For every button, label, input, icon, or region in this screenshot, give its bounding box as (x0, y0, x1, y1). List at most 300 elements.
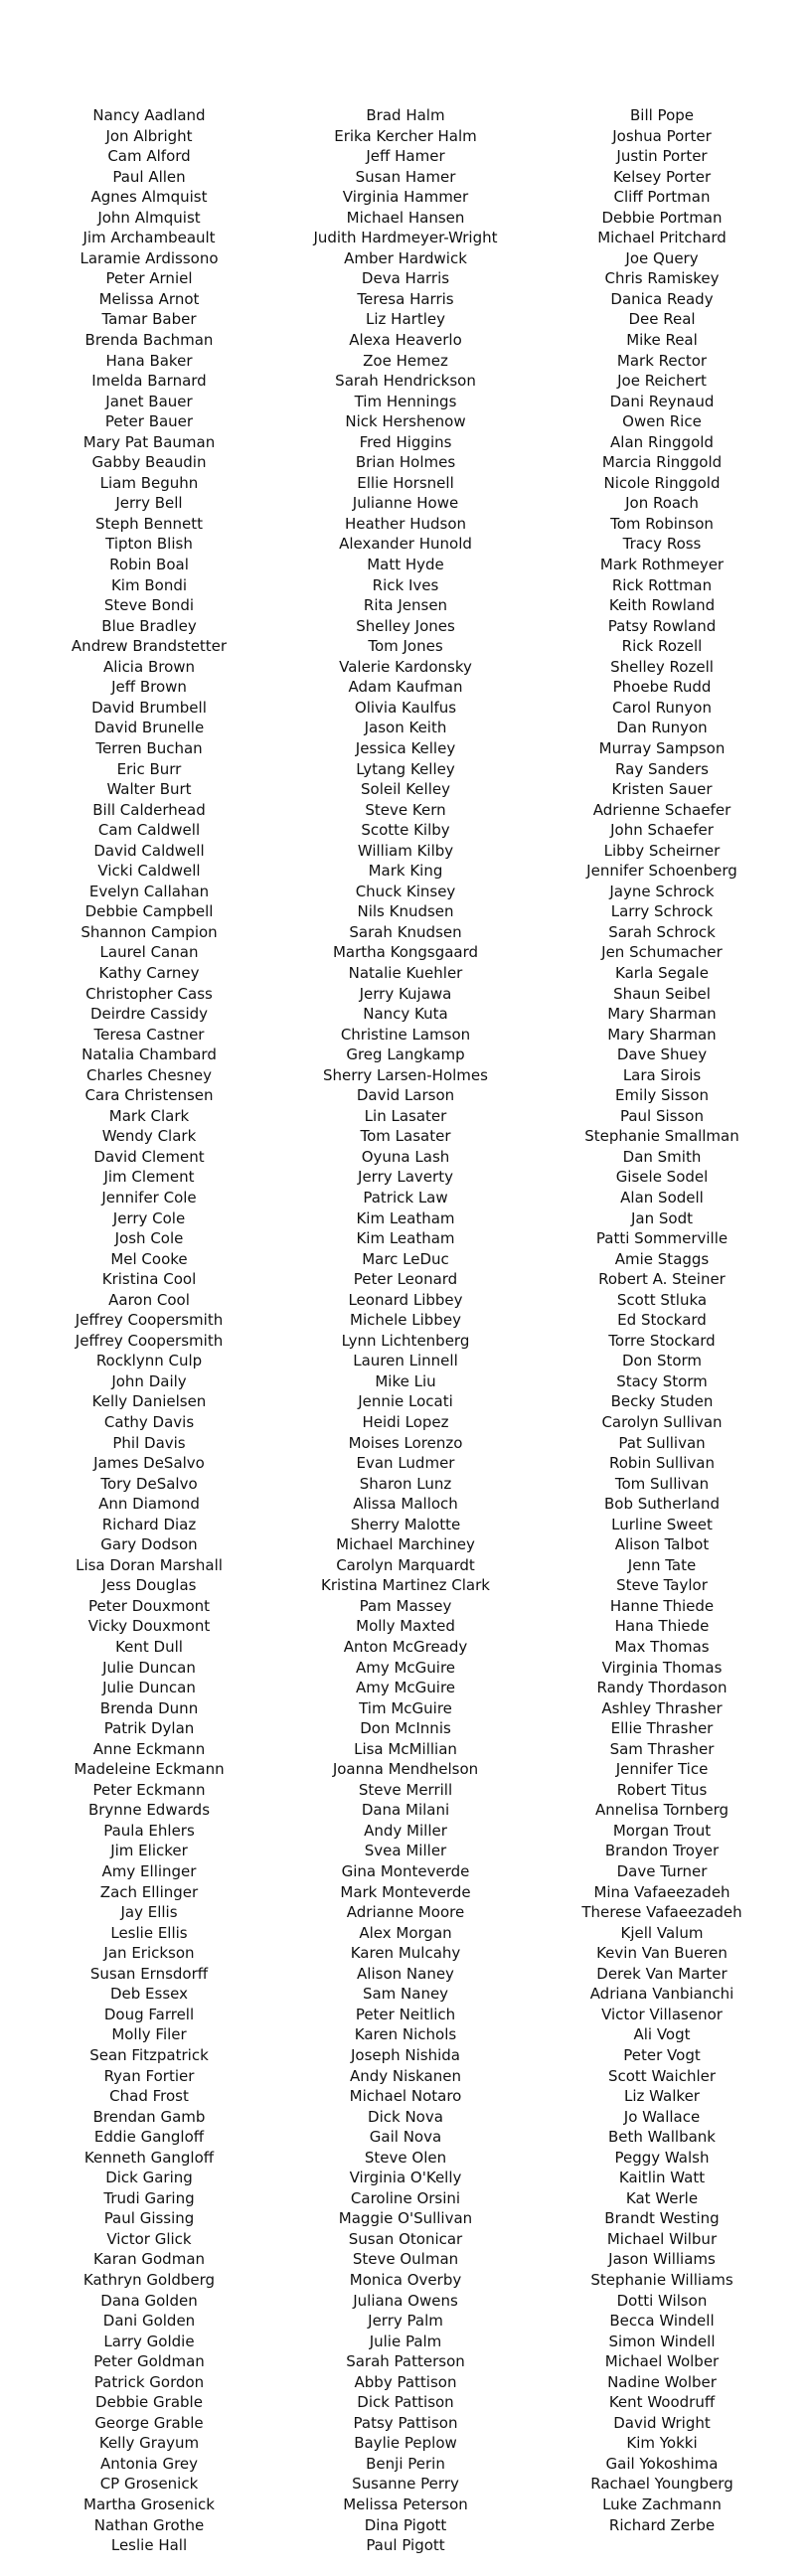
name-entry: Walter Burt (106, 780, 192, 799)
name-entry: Natalia Chambard (81, 1046, 217, 1064)
name-entry: Juliana Owens (353, 2291, 458, 2310)
name-entry: Patrik Dylan (103, 1719, 195, 1738)
name-entry: Evelyn Callahan (88, 882, 210, 900)
name-entry: Wendy Clark (101, 1127, 197, 1146)
name-entry: Murray Sampson (598, 738, 726, 757)
name-entry: Ali Vogt (633, 2025, 691, 2044)
name-entry: Therese Vafaeezadeh (581, 1903, 742, 1922)
name-entry: Rocklynn Culp (95, 1352, 203, 1370)
name-entry: Sharon Lunz (359, 1474, 452, 1493)
name-entry: Tom Sullivan (614, 1474, 710, 1493)
name-entry: Alison Naney (357, 1964, 454, 1983)
name-entry: Carolyn Marquardt (336, 1555, 475, 1574)
name-entry: Deva Harris (361, 269, 450, 288)
name-entry: Patrick Gordon (93, 2372, 205, 2391)
name-entry: Jerry Laverty (358, 1168, 453, 1187)
name-entry: Caroline Orsini (350, 2188, 461, 2207)
name-entry: Jennifer Schoenberg (586, 862, 737, 881)
name-entry: Valerie Kardonsky (339, 657, 472, 676)
name-entry: David Clement (93, 1147, 205, 1166)
name-entry: Gail Yokoshima (605, 2454, 719, 2473)
name-entry: Lauren Linnell (353, 1352, 458, 1370)
name-entry: Debbie Grable (95, 2393, 203, 2412)
name-entry: Alexander Hunold (339, 535, 472, 554)
name-entry: Zach Ellinger (99, 1882, 199, 1901)
name-entry: Patsy Rowland (607, 616, 717, 635)
name-entry: David Brumbell (91, 698, 207, 717)
name-entry: Jeffrey Coopersmith (75, 1311, 224, 1330)
name-entry: Virginia Thomas (601, 1658, 723, 1677)
name-entry: Amy McGuire (355, 1658, 456, 1677)
name-entry: Richard Diaz (101, 1515, 197, 1533)
name-entry: Lisa McMillian (354, 1739, 457, 1758)
name-entry: Leonard Libbey (348, 1290, 463, 1309)
name-entry: Amber Hardwick (344, 248, 467, 267)
name-entry: Jo Wallace (623, 2107, 701, 2126)
name-entry: Steve Olen (364, 2148, 447, 2167)
name-entry: Liz Walker (624, 2087, 700, 2106)
name-entry: Larry Goldie (103, 2332, 195, 2350)
name-entry: Michael Pritchard (597, 229, 727, 247)
name-entry: Alison Talbot (614, 1535, 710, 1554)
name-entry: Nathan Grothe (93, 2515, 205, 2534)
name-entry: Libby Scheirner (603, 841, 721, 860)
name-entry: Sean Fitzpatrick (89, 2045, 209, 2064)
name-entry: Mike Real (626, 331, 698, 350)
name-entry: Sam Thrasher (609, 1739, 715, 1758)
name-entry: Cam Alford (107, 147, 191, 166)
name-entry: Terren Buchan (95, 738, 203, 757)
name-entry: Kim Yokki (626, 2434, 698, 2453)
name-entry: Steve Bondi (103, 596, 195, 615)
name-entry: Dan Runyon (616, 719, 708, 737)
name-entry: Dana Golden (100, 2291, 198, 2310)
name-entry: Peter Bauer (104, 412, 194, 431)
name-entry: Tracy Ross (622, 535, 702, 554)
name-entry: Jerry Cole (112, 1208, 186, 1227)
name-entry: Alan Ringgold (610, 432, 714, 451)
name-entry: Jay Ellis (120, 1903, 178, 1922)
name-entry: Kim Leatham (356, 1229, 455, 1248)
name-entry: Stacy Storm (616, 1371, 708, 1390)
name-entry: Eric Burr (116, 759, 182, 778)
name-entry: Ray Sanders (615, 759, 709, 778)
name-entry: Jenn Tate (627, 1555, 697, 1574)
name-entry: Andrew Brandstetter (71, 637, 228, 656)
name-entry: Larry Schrock (610, 902, 714, 921)
name-entry: Teresa Harris (357, 289, 454, 308)
name-entry: Marc LeDuc (362, 1249, 449, 1268)
name-entry: David Larson (356, 1086, 455, 1105)
name-entry: John Daily (111, 1371, 187, 1390)
name-entry: Sarah Schrock (608, 922, 716, 941)
name-entry: Heidi Lopez (362, 1413, 449, 1431)
name-entry: Lara Sirois (622, 1065, 702, 1084)
name-entry: Michael Wilbur (606, 2229, 718, 2248)
name-entry: Kaitlin Watt (618, 2169, 706, 2187)
name-entry: Hanne Thiede (609, 1596, 715, 1615)
name-entry: Mark Clark (108, 1106, 190, 1125)
name-entry: Lurline Sweet (611, 1515, 713, 1533)
name-entry: Greg Langkamp (346, 1046, 465, 1064)
name-entry: Jessica Kelley (355, 738, 456, 757)
name-entry: Kathy Carney (98, 963, 200, 982)
name-entry: Tom Robinson (610, 514, 714, 533)
name-entry: Joe Reichert (617, 372, 707, 391)
name-entry: Andy Miller (364, 1821, 447, 1840)
name-entry: David Caldwell (93, 841, 205, 860)
name-entry: Susanne Perry (352, 2475, 459, 2494)
name-entry: Brandon Troyer (604, 1842, 720, 1860)
name-entry: Annelisa Tornberg (595, 1801, 729, 1820)
name-entry: Steve Merrill (358, 1780, 453, 1799)
name-entry: Kelly Grayum (98, 2434, 200, 2453)
name-entry: Antonia Grey (99, 2454, 199, 2473)
name-entry: Erika Kercher Halm (334, 126, 477, 145)
name-entry: Mark King (368, 862, 443, 881)
name-entry: Dotti Wilson (616, 2291, 708, 2310)
name-entry: Melissa Peterson (343, 2495, 468, 2513)
name-entry: Rick Rozell (621, 637, 703, 656)
name-entry: Paula Ehlers (103, 1821, 195, 1840)
name-entry: Patsy Pattison (353, 2413, 458, 2432)
name-entry: Kristen Sauer (611, 780, 713, 799)
name-entry: Madeleine Eckmann (74, 1760, 225, 1779)
name-entry: Nicole Ringgold (603, 473, 721, 492)
name-entry: Sherry Malotte (350, 1515, 461, 1533)
name-entry: Vicki Caldwell (97, 862, 201, 881)
name-entry: Shelley Jones (356, 616, 455, 635)
name-entry: Morgan Trout (612, 1821, 712, 1840)
name-entry: Steph Bennett (95, 514, 203, 533)
name-entry: Carol Runyon (612, 698, 712, 717)
name-entry: Jan Sodt (631, 1208, 693, 1227)
name-entry: Laurel Canan (99, 943, 199, 962)
name-entry: Mary Sharman (607, 1025, 717, 1044)
name-entry: Brendan Gamb (92, 2107, 206, 2126)
name-entry: Janet Bauer (105, 392, 193, 410)
name-entry: Jerry Bell (115, 494, 183, 513)
name-entry: Anton McGready (343, 1638, 468, 1657)
name-entry: Moises Lorenzo (348, 1433, 463, 1452)
name-entry: Dani Reynaud (609, 392, 715, 410)
name-entry: Robert Titus (616, 1780, 708, 1799)
name-entry: Dave Shuey (616, 1046, 708, 1064)
name-entry: Don Storm (621, 1352, 703, 1370)
name-entry: Hana Baker (105, 351, 193, 370)
name-entry: Karen Mulcahy (350, 1944, 461, 1963)
name-entry: Becca Windell (609, 2312, 715, 2331)
name-entry: Zoe Hemez (363, 351, 448, 370)
name-entry: Randy Thordason (596, 1679, 728, 1697)
name-column-2 (276, 105, 535, 2556)
name-entry: Kim Leatham (356, 1208, 455, 1227)
name-entry: Paul Sisson (619, 1106, 704, 1125)
name-entry: Nils Knudsen (357, 902, 454, 921)
name-entry: Rick Ives (372, 575, 439, 594)
name-entry: Tom Lasater (360, 1127, 451, 1146)
name-entry: Bill Calderhead (92, 800, 206, 819)
name-entry: Nadine Wolber (607, 2372, 717, 2391)
name-entry: Christine Lamson (340, 1025, 471, 1044)
name-entry: Steve Kern (365, 800, 446, 819)
name-entry: Dina Pigott (364, 2515, 447, 2534)
name-entry: David Brunelle (93, 719, 205, 737)
name-entry: Kat Werle (625, 2188, 699, 2207)
name-entry: Ryan Fortier (103, 2066, 195, 2085)
name-entry: Amie Staggs (614, 1249, 710, 1268)
name-entry: Rick Rottman (611, 575, 713, 594)
name-entry: Paul Gissing (103, 2209, 195, 2228)
name-entry: Kjell Valum (620, 1923, 704, 1942)
name-entry: Deb Essex (109, 1985, 189, 2004)
name-entry: Lynn Lichtenberg (341, 1331, 470, 1350)
name-entry: Adam Kaufman (348, 678, 463, 697)
name-entry: Jeff Hamer (366, 147, 445, 166)
name-entry: Heather Hudson (344, 514, 467, 533)
name-entry: Jess Douglas (101, 1576, 197, 1595)
name-entry: Adrianne Moore (346, 1903, 465, 1922)
name-entry: Ellie Horsnell (357, 473, 454, 492)
name-entry: Mike Liu (375, 1371, 436, 1390)
name-entry: Liz Hartley (366, 310, 445, 329)
name-entry: Robin Sullivan (609, 1454, 715, 1473)
name-entry: Kent Dull (115, 1638, 183, 1657)
name-entry: Dick Pattison (357, 2393, 454, 2412)
name-entry: Molly Filer (111, 2025, 187, 2044)
name-entry: Nancy Aadland (92, 106, 206, 124)
name-entry: Judith Hardmeyer-Wright (313, 229, 498, 247)
name-entry: Virginia O'Kelly (349, 2169, 462, 2187)
name-entry: Pam Massey (359, 1596, 452, 1615)
name-entry: John Schaefer (610, 821, 714, 840)
name-entry: Gary Dodson (100, 1535, 198, 1554)
name-entry: Sarah Knudsen (349, 922, 462, 941)
name-entry: Jim Archambeault (82, 229, 216, 247)
name-entry: Doug Farrell (103, 2005, 195, 2023)
name-entry: Marcia Ringgold (601, 453, 723, 472)
name-entry: James DeSalvo (93, 1454, 205, 1473)
name-entry: Stephanie Williams (590, 2270, 733, 2289)
name-entry: Justin Porter (616, 147, 708, 166)
name-entry: Nick Hershenow (345, 412, 466, 431)
name-entry: Hana Thiede (614, 1617, 710, 1636)
name-entry: Dana Milani (361, 1801, 450, 1820)
name-entry: Josh Cole (114, 1229, 184, 1248)
name-entry: Leslie Ellis (110, 1923, 188, 1942)
name-entry: Bill Pope (630, 106, 694, 124)
name-entry: Alexa Heaverlo (349, 331, 462, 350)
name-entry: Monica Overby (349, 2270, 462, 2289)
name-entry: Brandt Westing (604, 2209, 720, 2228)
name-entry: Jayne Schrock (609, 882, 715, 900)
name-entry: Scotte Kilby (361, 821, 450, 840)
name-entry: Julie Duncan (102, 1679, 196, 1697)
name-entry: Peter Douxmont (87, 1596, 211, 1615)
name-entry: Sam Naney (362, 1985, 449, 2004)
name-entry: Shelley Rozell (610, 657, 714, 676)
name-entry: Oyuna Lash (361, 1147, 450, 1166)
name-entry: Karla Segale (615, 963, 709, 982)
name-entry: Rachael Youngberg (590, 2475, 733, 2494)
name-entry: Aaron Cool (108, 1290, 190, 1309)
name-entry: Stephanie Smallman (584, 1127, 739, 1146)
name-entry: Mark Rector (616, 351, 708, 370)
name-entry: Brenda Dunn (99, 1698, 199, 1717)
name-entry: Michael Marchiney (336, 1535, 475, 1554)
name-entry: Svea Miller (364, 1842, 447, 1860)
name-entry: Victor Villasenor (601, 2005, 723, 2023)
name-entry: Abby Pattison (354, 2372, 457, 2391)
name-entry: Peter Eckmann (92, 1780, 206, 1799)
name-entry: Gail Nova (369, 2128, 442, 2147)
name-entry: Jerry Kujawa (359, 984, 452, 1003)
name-entry: Rita Jensen (363, 596, 448, 615)
name-entry: Debbie Portman (601, 208, 723, 227)
name-entry: Joshua Porter (612, 126, 712, 145)
name-entry: Phil Davis (112, 1433, 186, 1452)
name-entry: Benji Perin (366, 2454, 445, 2473)
name-entry: Sarah Hendrickson (335, 372, 476, 391)
name-entry: Ellie Thrasher (610, 1719, 714, 1738)
name-entry: Teresa Castner (93, 1025, 205, 1044)
name-entry: Keith Rowland (608, 596, 716, 615)
name-entry: Owen Rice (622, 412, 702, 431)
name-entry: Sarah Patterson (346, 2352, 465, 2371)
name-entry: Victor Glick (106, 2229, 192, 2248)
name-entry: Chuck Kinsey (355, 882, 456, 900)
name-entry: Dick Nova (368, 2107, 443, 2126)
name-entry: Adriana Vanbianchi (589, 1985, 734, 2004)
name-entry: Michael Hansen (346, 208, 465, 227)
name-entry: Scott Stluka (616, 1290, 708, 1309)
name-entry: Karan Godman (92, 2250, 206, 2269)
name-column-3 (533, 105, 791, 2535)
name-entry: Kent Woodruff (608, 2393, 716, 2412)
name-entry: Kevin Van Bueren (596, 1944, 728, 1963)
name-entry: Olivia Kaulfus (354, 698, 457, 717)
name-entry: Steve Oulman (352, 2250, 459, 2269)
name-entry: Phoebe Rudd (612, 678, 712, 697)
name-entry: Jan Erickson (103, 1944, 195, 1963)
name-entry: Adrienne Schaefer (592, 800, 731, 819)
name-entry: Alicia Brown (102, 657, 196, 676)
name-entry: Kelly Danielsen (91, 1392, 207, 1411)
name-entry: Brenda Bachman (84, 331, 214, 350)
name-entry: Paul Pigott (366, 2536, 445, 2555)
name-entry: Baylie Peplow (354, 2434, 457, 2453)
name-entry: Kenneth Gangloff (83, 2148, 215, 2167)
name-entry: Andy Niskanen (350, 2066, 461, 2085)
name-entry: Max Thomas (614, 1638, 710, 1657)
name-entry: Blue Bradley (101, 616, 197, 635)
name-entry: George Grable (94, 2413, 204, 2432)
name-entry: Alex Morgan (359, 1923, 452, 1942)
name-entry: Gina Monteverde (341, 1862, 470, 1881)
name-entry: Lisa Doran Marshall (76, 1555, 223, 1574)
name-entry: Martha Kongsgaard (332, 943, 479, 962)
name-entry: Mel Cooke (110, 1249, 188, 1268)
name-entry: Jim Elicker (110, 1842, 188, 1860)
name-entry: Chad Frost (109, 2087, 189, 2106)
name-entry: William Kilby (357, 841, 454, 860)
name-entry: Mark Monteverde (340, 1882, 471, 1901)
name-entry: Tory DeSalvo (100, 1474, 198, 1493)
name-entry: Jennifer Cole (101, 1188, 197, 1207)
name-entry: Julie Palm (369, 2332, 442, 2350)
name-entry: Eddie Gangloff (93, 2128, 205, 2147)
name-entry: Jason Williams (608, 2250, 716, 2269)
name-entry: Brad Halm (366, 106, 445, 124)
name-entry: Bob Sutherland (604, 1495, 720, 1514)
name-entry: Susan Hamer (355, 167, 456, 186)
name-entry: Laramie Ardissono (80, 248, 219, 267)
name-entry: Ann Diamond (98, 1495, 200, 1514)
name-entry: Simon Windell (608, 2332, 716, 2350)
name-entry: Becky Studen (610, 1392, 714, 1411)
name-entry: Kathryn Goldberg (82, 2270, 216, 2289)
name-entry: Mina Vafaeezadeh (593, 1882, 730, 1901)
name-entry: Jennifer Tice (615, 1760, 709, 1779)
name-entry: Kristina Cool (101, 1270, 197, 1289)
name-entry: Tamar Baber (101, 310, 197, 329)
name-entry: Martha Grosenick (83, 2495, 215, 2513)
name-entry: Robert A. Steiner (598, 1270, 726, 1289)
name-entry: Cara Christensen (84, 1086, 214, 1105)
name-entry: Beth Wallbank (608, 2128, 716, 2147)
name-entry: Tom Jones (368, 637, 443, 656)
name-entry: Soleil Kelley (361, 780, 450, 799)
name-entry: Tim McGuire (359, 1698, 452, 1717)
name-entry: Danica Ready (610, 289, 714, 308)
name-entry: Luke Zachmann (602, 2495, 722, 2513)
name-entry: Dan Smith (622, 1147, 702, 1166)
name-entry: Peter Neitlich (355, 2005, 456, 2023)
name-entry: Evan Ludmer (356, 1454, 455, 1473)
name-entry: Kristina Martinez Clark (321, 1576, 490, 1595)
name-entry: Lytang Kelley (356, 759, 455, 778)
name-entry: Scott Waichler (607, 2066, 717, 2085)
name-entry: Peter Arniel (105, 269, 193, 288)
name-entry: Don McInnis (360, 1719, 451, 1738)
name-entry: Pat Sullivan (618, 1433, 706, 1452)
name-entry: Chris Ramiskey (604, 269, 720, 288)
name-entry: Kim Bondi (110, 575, 188, 594)
name-entry: Julie Duncan (102, 1658, 196, 1677)
name-entry: Melissa Arnot (98, 289, 200, 308)
name-entry: Mark Rothmeyer (599, 556, 725, 574)
name-entry: Amy McGuire (355, 1679, 456, 1697)
name-entry: Dee Real (628, 310, 696, 329)
name-entry: Robin Boal (109, 556, 189, 574)
name-entry: Gisele Sodel (615, 1168, 709, 1187)
name-entry: Kelsey Porter (612, 167, 712, 186)
name-entry: Jeff Brown (111, 678, 187, 697)
name-entry: Peter Goldman (93, 2352, 205, 2371)
name-entry: Carolyn Sullivan (601, 1413, 723, 1431)
name-entry: Karen Nichols (354, 2025, 457, 2044)
name-entry: Patti Sommerville (595, 1229, 729, 1248)
name-entry: Brynne Edwards (87, 1801, 211, 1820)
name-entry: Jennie Locati (358, 1392, 453, 1411)
name-entry: Michael Notaro (349, 2087, 462, 2106)
name-entry: Brian Holmes (355, 453, 456, 472)
name-entry: Dani Golden (102, 2312, 196, 2331)
name-entry: Susan Otonicar (348, 2229, 463, 2248)
name-entry: Michael Wolber (604, 2352, 720, 2371)
name-entry: Gabby Beaudin (91, 453, 207, 472)
name-entry: Tipton Blish (105, 535, 193, 554)
